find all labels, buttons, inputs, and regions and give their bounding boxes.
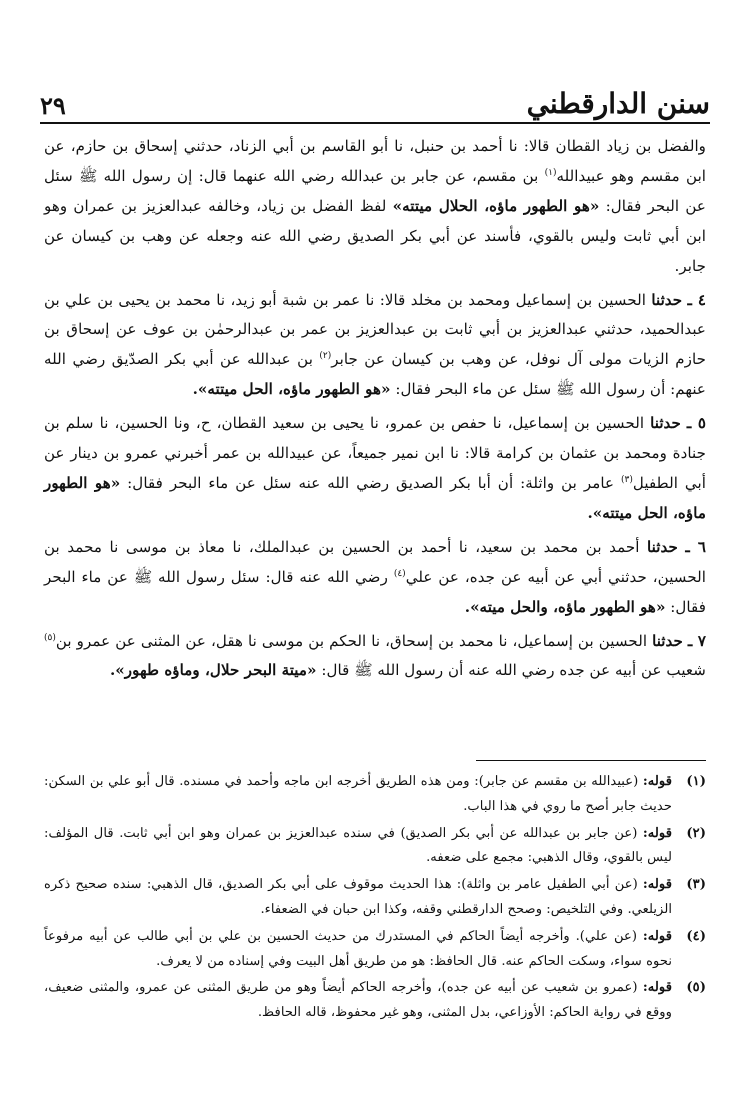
hadith-keyword: حدثنا (647, 537, 678, 556)
footnote-ref-4[interactable]: (٤) (393, 568, 406, 579)
footnote-number: (٢) (686, 825, 706, 841)
footnote-ref-2[interactable]: (٢) (319, 351, 332, 362)
hadith-number: ٧ ـ (687, 631, 706, 650)
main-text (44, 132, 706, 686)
footnote-number: (٣) (686, 877, 706, 893)
hadith-4: ٤ ـ حدثنا الحسين بن إسماعيل ومحمد بن مخلد قالا: نا عمر بن شبة أبو زيد، نا محمد بن يحيى بن علي بن عبدالحميد، حدثني عبدالعزيز بن أبي ثابت بن عبدالعزيز بن عمر بن عبدالرحمٰن بن عوف عن إسحاق بن حازم الزيات مولى آل نوفل، عن وهب بن كيسان عن جابر$^{(٢)}$ بن عبدالله عن أبي بكر الصدّيق رضي الله عنهم: أن رسول الله ﷺ سئل عن ماء البحر فقال: «هو الطهور ماؤه، الحل ميتته». (44, 290, 706, 399)
hadith-6: ٦ ـ حدثنا أحمد بن محمد بن سعيد، نا أحمد بن الحسين بن عبدالملك، نا معاذ بن موسى نا محمد بن الحسين، حدثني أبي عن أبيه عن جده، عن علي$^{(٤)}$ رضي الله عنه قال: سئل رسول الله ﷺ عن ماء البحر فقال: «هو الطهور ماؤه، والحل ميته». (44, 537, 707, 616)
footnote-2: (٢) قوله: (عن جابر بن عبدالله عن أبي بكر الصديق) في سنده عبدالعزيز بن عمران وهو ابن أبي ثابت. قال المؤلف: ليس بالقوي، وقال الذهبي: مجمع على ضعفه. (44, 822, 706, 872)
hadith-number: ٦ ـ (685, 537, 707, 556)
hadith-quote: «هو الطهور ماؤه، الحل ميتته». (44, 473, 706, 522)
paragraph-continuation: والفضل بن زياد القطان قالا: نا أحمد بن حنبل، نا أبو القاسم بن أبي الزناد، حدثني إسحاق بن حازم، عن ابن مقسم وهو عبيدالله$^{(١)}$ بن مقسم، عن جابر بن عبدالله رضي الله عنهما قال: إن رسول الله ﷺ سئل عن البحر فقال: «هو الطهور ماؤه، الحلال ميتته» لفظ الفضل بن زياد، وخالفه عبدالعزيز بن عمران وهو ابن أبي ثابت وليس بالقوي، فأسند عن أبي بكر الصديق رضي الله عنه وجعله عن وهب بن كيسان عن جابر. (44, 137, 707, 275)
hadith-7: ٧ ـ حدثنا الحسين بن إسماعيل، نا محمد بن إسحاق، نا الحكم بن موسى نا هقل، عن المثنى عن عمرو بن$^{(٥)}$ شعيب عن أبيه عن جده رضي الله عنه أن رسول الله ﷺ قال: «ميتة البحر حلال، وماؤه طهور». (44, 631, 706, 680)
hadith-keyword: حدثنا (651, 290, 683, 309)
hadith-quote: «ميتة البحر حلال، وماؤه طهور». (110, 661, 317, 680)
footnote-3: (٣) قوله: (عن أبي الطفيل عامر بن واثلة): هذا الحديث موقوف على أبي بكر الصديق، قال الذهبي: سنده صحيح ذكره الزيلعي. وفي التلخيص: وصحح الدارقطني وقفه، وكذا ابن حبان في الضعفاء. (44, 873, 706, 923)
hadith-number: ٤ ـ (687, 290, 706, 309)
footnote-4: (٤) قوله: (عن علي). وأخرجه أيضاً الحاكم في المستدرك من حديث الحسين بن علي بن أبي طالب عن أبيه مرفوعاً نحوه سواء، وسكت الحاكم عنه. قال الحافظ: هو من طريق أهل البيت وفي إسناده من لا يعرف. (44, 925, 706, 975)
hadith-quote: «هو الطهور ماؤه، الحل ميتته». (192, 380, 391, 399)
footnote-ref-1[interactable]: (١) (544, 167, 557, 178)
book-title: سنن الدارقطني (526, 87, 710, 120)
page-number: ٢٩ (40, 91, 66, 120)
hadith-quote: «هو الطهور ماؤه، والحل ميته». (464, 597, 666, 616)
hadith-5: ٥ ـ حدثنا الحسين بن إسماعيل، نا حفص بن عمرو، نا يحيى بن سعيد القطان، ح، ونا الحسين، نا سلم بن جنادة ومحمد بن عثمان بن كرامة قالا: نا ابن نمير جميعاً، عن عبيدالله بن عمر أخبرني عمرو بن دينار عن أبي الطفيل$^{(٣)}$ عامر بن واثلة: أن أبا بكر الصديق رضي الله عنه سئل عن ماء البحر فقال: «هو الطهور ماؤه، الحل ميتته». (44, 414, 707, 522)
footnotes (44, 770, 706, 1028)
footnote-number: (٥) (686, 980, 706, 996)
page-header (40, 80, 710, 124)
footnote-ref-3[interactable]: (٣) (621, 474, 633, 485)
hadith-keyword: حدثنا (650, 414, 681, 433)
footnote-5: (٥) قوله: (عمرو بن شعيب عن أبيه عن جده)، وأخرجه الحاكم أيضاً وهو من طريق المثنى عن عمرو، والمثنى ضعيف، ووقع في رواية الحاكم: الأوزاعي، بدل المثنى، وهو غير محفوظ، قاله الحافظ. (44, 976, 706, 1026)
footnote-number: (٤) (686, 928, 706, 944)
hadith-number: ٥ ـ (686, 414, 707, 433)
hadith-quote: «هو الطهور ماؤه، الحلال ميتته» (392, 196, 600, 215)
footnote-ref-5[interactable]: (٥) (44, 632, 56, 643)
footnote-1: (١) قوله: (عبيدالله بن مقسم عن جابر): ومن هذه الطريق أخرجه ابن ماجه وأحمد في مسنده. قال أبو علي بن السكن: حديث جابر أصح ما روي في هذا الباب. (44, 770, 706, 820)
hadith-keyword: حدثنا (652, 631, 683, 650)
footnote-divider (476, 760, 706, 761)
footnote-number: (١) (686, 774, 706, 789)
